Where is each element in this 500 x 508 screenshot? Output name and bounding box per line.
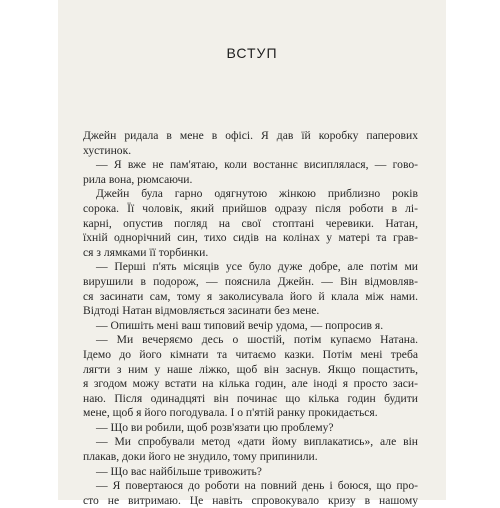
text-line: сорока. Її чоловік, який прийшов одразу після роботи в лі-	[83, 201, 418, 215]
text-line: — Я вже не пам'ятаю, коли востаннє висиплялася, — гово-	[96, 158, 418, 172]
text-line: — Я повертаюся до роботи на повний день і боюся, що про-	[96, 479, 418, 493]
text-line: — Ми спробували метод «дати йому виплакатись», але він	[96, 435, 418, 449]
text-line: — Що вас найбільше тривожить?	[96, 464, 262, 478]
text-line: карні, опустив погляд на свої стоптані черевики. Натан,	[83, 216, 418, 230]
chapter-heading: ВСТУП	[226, 45, 278, 61]
text-line: Джейн ридала в мене в офісі. Я дав їй коробку паперових	[83, 129, 418, 142]
text-line: — Ми вечеряємо десь о шостій, потім купаємо Натана.	[96, 333, 418, 347]
text-line: плакав, доки його не знудило, тому припинили.	[83, 450, 318, 464]
text-line: Відтоді Натан відмовляється засинати без мене.	[83, 304, 320, 318]
book-page	[58, 0, 446, 507]
text-line: Ідемо до його кімнати та читаємо казки. Потім мені треба	[83, 347, 418, 361]
text-line: вирушили в подорож, — пояснила Джейн. — Він відмовляв-	[83, 274, 418, 288]
text-line: хустинок.	[83, 143, 132, 157]
text-line: — Опишіть мені ваш типовий вечір удома, — попросив я.	[96, 318, 384, 332]
text-line: їхній однорічний син, тихо сидів на колінах у матері та грав-	[83, 231, 418, 245]
text-line: — Що ви робили, щоб розв'язати цю проблему?	[96, 420, 334, 434]
text-line: мене, щоб я його погодувала. І о п'ятій ранку прокидається.	[83, 406, 378, 420]
text-line: Джейн була гарно одягнутою жінкою приблизно років	[96, 187, 418, 201]
text-line: — Перші п'ять місяців усе було дуже добре, але потім ми	[96, 260, 418, 274]
text-line: рила вона, рюмсаючи.	[83, 172, 193, 186]
text-line: ся засинати сам, тому я заколисувала його й клала між нами.	[83, 289, 418, 303]
text-line: лягти з ним у наше ліжко, щоб він заснув. Якщо пощастить,	[83, 362, 418, 376]
body-text	[83, 129, 418, 508]
text-line: сто не витримаю. Це навіть спровокувало кризу в нашому	[83, 493, 418, 507]
text-line: я згодом можу встати на кілька годин, але іноді я просто заси-	[83, 377, 418, 391]
text-line: наю. Після одинадцяті він починає що кілька годин будити	[83, 391, 418, 405]
text-line: ся з лямками її торбинки.	[83, 245, 209, 259]
